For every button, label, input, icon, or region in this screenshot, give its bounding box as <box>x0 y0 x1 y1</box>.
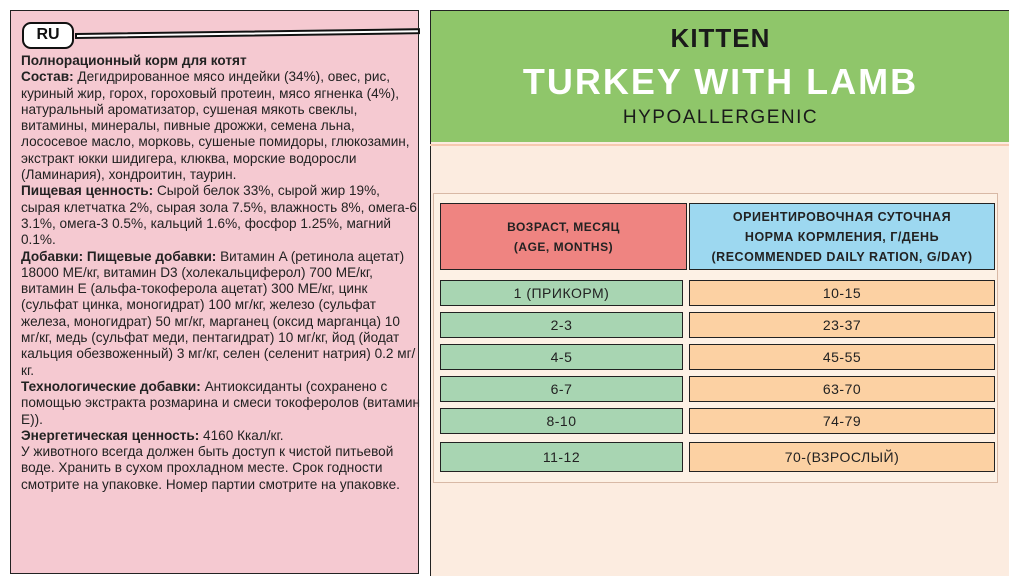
composition-text <box>21 53 421 493</box>
product-subtitle: HYPOALLERGENIC <box>622 107 819 128</box>
section-text: Антиоксиданты (сохранено с помощью экстракта розмарина и смеси токоферолов (витамин E)). <box>21 378 421 427</box>
section-text: Дегидрированное мясо индейки (34%), овес, рис, куриный жир, горох, гороховый протеин, мясо ягненка (4%), натуральный ароматизатор, сушеная мякоть свеклы, витамины, минералы, пивные дрожжи, семена льна, лососевое масло, морковь, сушеные помидоры, глюкозамин, экстракт юкки шидигера, клюква, морские водоросли (Ламинария), хондроитин, таурин. <box>21 69 410 183</box>
ration-column-header: ОРИЕНТИРОВОЧНАЯ СУТОЧНАЯ НОРМА КОРМЛЕНИЯ, Г/ДЕНЬ (RECOMMENDED DAILY RATION, G/DAY) <box>689 203 995 270</box>
ration-cell: 45-55 <box>689 344 995 370</box>
age-cell: 2-3 <box>440 312 683 338</box>
composition-title: Полнорационный корм для котят <box>21 53 247 68</box>
storage-note: У животного всегда должен быть доступ к чистой питьевой воде. Хранить в сухом прохладном месте. Срок годности смотрите на упаковке. Номер партии смотрите на упаковке. <box>21 444 400 492</box>
age-cell: 8-10 <box>440 408 683 434</box>
section-text: Сырой белок 33%, сырой жир 19%, сырая клетчатка 2%, сырая зола 7.5%, влажность 8%, омега-6 3.1%, омега-3 0.5%, кальций 1.6%, фосфор 1.25%, магний 0.1%. <box>21 183 417 248</box>
divider <box>430 144 1009 146</box>
product-panel <box>430 10 1009 576</box>
ration-cell: 63-70 <box>689 376 995 402</box>
section-label: Добавки: Пищевые добавки: <box>21 248 217 264</box>
age-column-header: ВОЗРАСТ, МЕСЯЦ (AGE, MONTHS) <box>440 203 687 270</box>
product-line: KITTEN <box>670 23 771 53</box>
ration-cell: 10-15 <box>689 280 995 306</box>
feeding-table <box>433 193 998 483</box>
section-text: Витамин A (ретинола ацетат) 18000 МЕ/кг, витамин D3 (холекальциферол) 700 МЕ/кг, витамин E (альфа-токоферола ацетат) 300 МЕ/кг, цинк (сульфат цинка, моногидрат) 100 мг/кг, железо (сульфат железа, моногидрат) 50 мг/кг, марганец (оксид марганца) 10 мг/кг, медь (сульфат меди, пентагидрат) 10 мг/кг, йод (йодат кальция обезвоженный) 3 мг/кг, селен (селенит натрия) 0.2 мг/кг. <box>21 248 416 378</box>
age-cell: 4-5 <box>440 344 683 370</box>
ration-cell: 23-37 <box>689 312 995 338</box>
ration-cell: 74-79 <box>689 408 995 434</box>
age-cell: 1 (ПРИКОРМ) <box>440 280 683 306</box>
age-cell: 11-12 <box>440 442 683 472</box>
language-badge: RU <box>22 22 74 49</box>
ration-cell: 70-(ВЗРОСЛЫЙ) <box>689 442 995 472</box>
section-text: 4160 Ккал/кг. <box>199 427 284 443</box>
header-band <box>430 10 1009 142</box>
section-label: Технологические добавки: <box>21 378 201 394</box>
age-cell: 6-7 <box>440 376 683 402</box>
composition-panel <box>10 10 419 574</box>
section-label: Пищевая ценность: <box>21 183 154 199</box>
product-title: TURKEY WITH LAMB <box>522 61 919 102</box>
section-label: Энергетическая ценность: <box>21 427 200 443</box>
section-label: Состав: <box>21 69 74 85</box>
decorative-line <box>75 28 420 39</box>
